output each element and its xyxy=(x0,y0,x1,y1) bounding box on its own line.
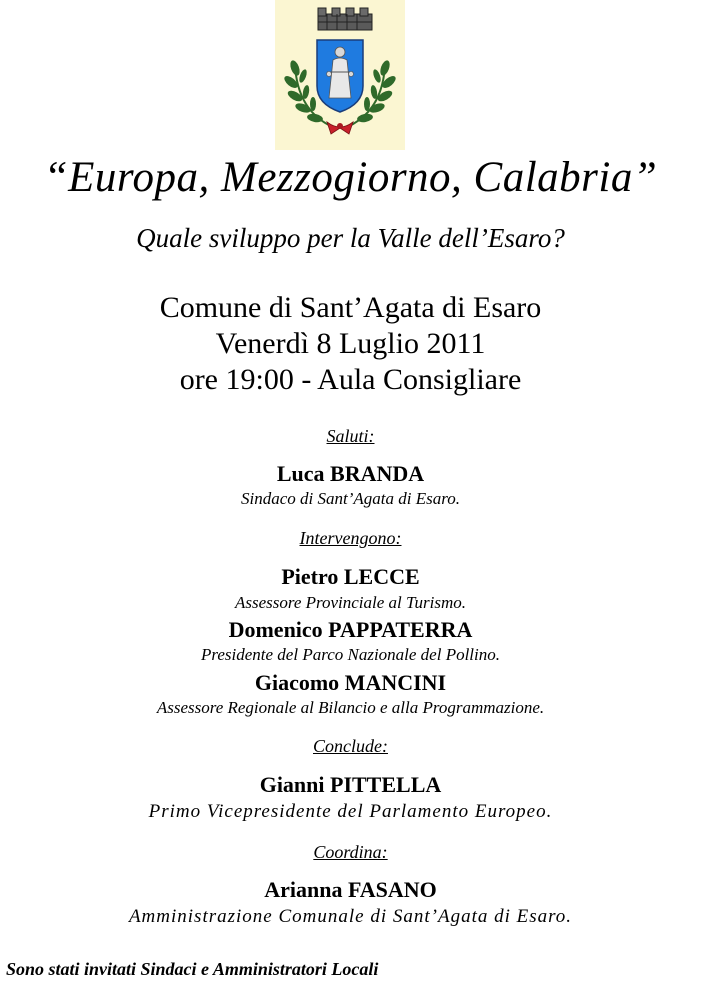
speaker-role: Assessore Provinciale al Turismo. xyxy=(234,593,467,612)
coat-of-arms-icon xyxy=(275,0,405,150)
crown-icon xyxy=(318,8,372,30)
event-place: Comune di Sant’Agata di Esaro xyxy=(159,291,542,324)
invitation-note: Sono stati invitati Sindaci e Amministratori Locali xyxy=(6,959,379,979)
speaker-name: Gianni PITTELLA xyxy=(259,772,442,797)
speaker-role: Primo Vicepresidente del Parlamento Europeo. xyxy=(148,801,553,822)
event-subtitle: Quale sviluppo per la Valle dell’Esaro? xyxy=(136,223,565,253)
speaker-name: Luca BRANDA xyxy=(276,461,425,486)
speaker-name: Domenico PAPPATERRA xyxy=(228,617,473,642)
speaker-name: Giacomo MANCINI xyxy=(254,670,447,695)
speaker-role: Sindaco di Sant’Agata di Esaro. xyxy=(241,489,460,508)
section-heading-saluti: Saluti: xyxy=(326,426,375,446)
section-heading-coordina: Coordina: xyxy=(313,842,388,862)
ribbon-icon xyxy=(327,122,353,134)
speaker-role: Presidente del Parco Nazionale del Pollino. xyxy=(200,645,501,664)
speaker-role: Amministrazione Comunale di Sant’Agata di Esaro. xyxy=(128,906,573,927)
section-heading-intervengono: Intervengono: xyxy=(299,528,402,548)
event-title: “Europa, Mezzogiorno, Calabria” xyxy=(43,154,658,201)
speaker-role: Assessore Regionale al Bilancio e alla Programmazione. xyxy=(156,698,545,717)
crest xyxy=(275,0,405,150)
event-date: Venerdì 8 Luglio 2011 xyxy=(215,327,486,360)
speaker-name: Arianna FASANO xyxy=(264,877,437,902)
event-time-location: ore 19:00 - Aula Consigliare xyxy=(179,363,522,396)
section-heading-conclude: Conclude: xyxy=(313,736,388,756)
speaker-name: Pietro LECCE xyxy=(281,564,420,589)
